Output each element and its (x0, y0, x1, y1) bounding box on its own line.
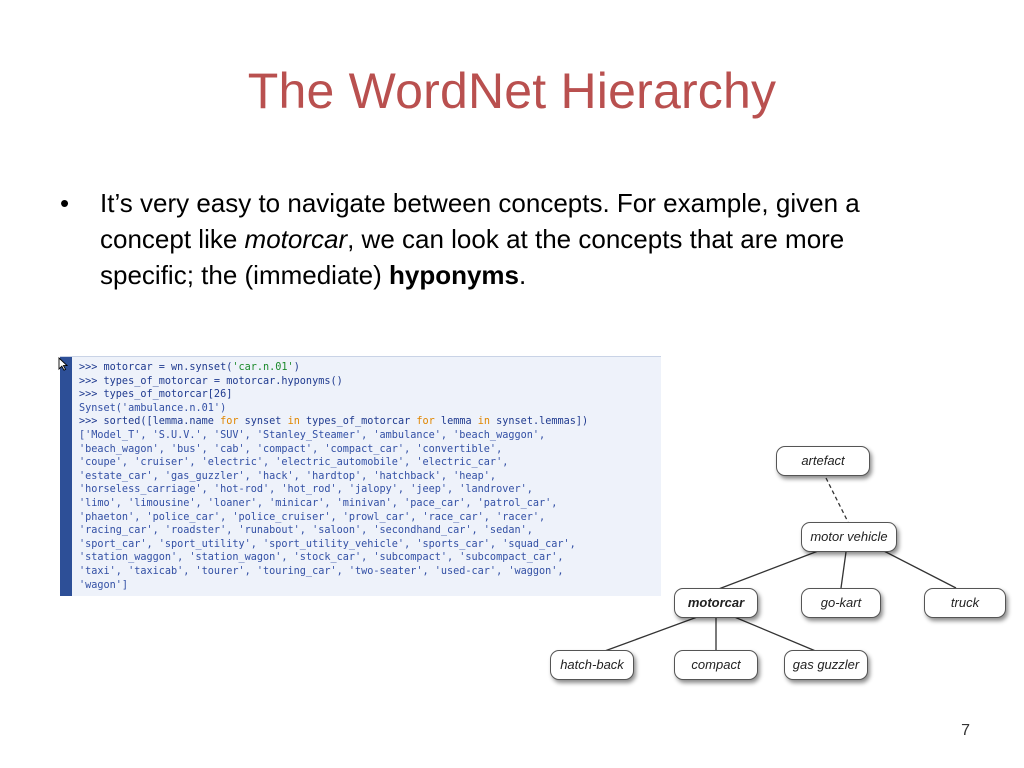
node-artefact: artefact (776, 446, 870, 476)
code-token: 'phaeton', 'police_car', 'police_cruiser', 'prowl_car', 'race_car', 'racer', (79, 511, 546, 523)
edge-motorcar-gas-guzzler (732, 616, 818, 652)
code-token: lemma (434, 416, 478, 428)
console-line (79, 402, 659, 416)
code-token: for (220, 416, 239, 428)
code-token: ['Model_T', 'S.U.V.', 'SUV', 'Stanley_Steamer', 'ambulance', 'beach_waggon', (79, 429, 546, 441)
edge-motor-vehicle-go-kart (841, 552, 846, 588)
node-gas-guzzler: gas guzzler (784, 650, 868, 680)
code-token: types_of_motorcar (299, 416, 417, 428)
code-token: 'beach_wagon', 'bus', 'cab', 'compact', 'compact_car', 'convertible', (79, 443, 503, 455)
bullet-text-part: . (519, 260, 527, 290)
code-token: 'estate_car', 'gas_guzzler', 'hack', 'hardtop', 'hatchback', 'heap', (79, 470, 497, 482)
bullet-marker: • (60, 188, 70, 218)
console-line (79, 415, 659, 429)
code-token: >>> motorcar = wn.synset( (79, 362, 233, 373)
code-token: >>> sorted([lemma.name (79, 416, 221, 428)
code-token: >>> types_of_motorcar[26] (79, 389, 233, 401)
code-token: in (287, 416, 300, 428)
wordnet-hierarchy-diagram (540, 430, 1020, 700)
code-token: 'station_waggon', 'station_wagon', 'stock_car', 'subcompact', 'subcompact_car', (79, 552, 564, 564)
node-hatch-back: hatch-back (550, 650, 634, 680)
code-token: ) (293, 362, 300, 373)
console-gutter (60, 357, 72, 596)
code-token: 'coupe', 'cruiser', 'electric', 'electric_automobile', 'electric_car', (79, 457, 509, 469)
bullet-text (100, 185, 940, 293)
code-token: in (477, 416, 491, 428)
code-token: 'taxi', 'taxicab', 'tourer', 'touring_car', 'two-seater', 'used-car', 'waggon', (79, 565, 564, 577)
code-token: 'sport_car', 'sport_utility', 'sport_utility_vehicle', 'sports_car', 'squad_car', (79, 538, 576, 550)
node-truck: truck (924, 588, 1006, 618)
code-token: 'limo', 'limousine', 'loaner', 'minicar', 'minivan', 'pace_car', 'patrol_car', (79, 497, 558, 509)
term-motorcar: motorcar (244, 224, 348, 254)
node-motor-vehicle: motor vehicle (801, 522, 897, 552)
node-compact: compact (674, 650, 758, 680)
edge-motor-vehicle-motorcar (716, 548, 826, 590)
code-token: 'horseless_carriage', 'hot-rod', 'hot_rod', 'jalopy', 'jeep', 'landrover', (79, 484, 533, 496)
code-token: Synset('ambulance.n.01') (79, 402, 227, 414)
page-number: 7 (961, 722, 970, 739)
console-line (79, 361, 659, 375)
edge-motor-vehicle-truck (878, 548, 956, 588)
mouse-cursor-icon (58, 357, 68, 371)
code-token: synset (238, 416, 288, 428)
console-line (79, 388, 659, 402)
code-token: 'wagon'] (79, 579, 129, 591)
bullet-text-part: , we can look at the concepts that are more specific; the (immediate) (100, 224, 845, 290)
edge-artefact-motor-vehicle (826, 478, 848, 522)
term-hyponyms: hyponyms (388, 260, 520, 290)
code-token: 'car.n.01' (232, 362, 294, 373)
bullet-text-part: It’s very easy to navigate between concepts. For example, given a concept like (100, 188, 860, 254)
node-go-kart: go-kart (801, 588, 881, 618)
node-motorcar: motorcar (674, 588, 758, 618)
code-token: 'racing_car', 'roadster', 'runabout', 'saloon', 'secondhand_car', 'sedan', (79, 525, 533, 537)
code-token: synset.lemmas]) (490, 416, 589, 428)
code-token: >>> types_of_motorcar = motorcar.hyponyms() (79, 375, 343, 387)
slide-title: The WordNet Hierarchy (247, 63, 777, 119)
code-token: for (416, 416, 435, 428)
edge-motorcar-hatch-back (602, 616, 700, 652)
console-line (79, 375, 659, 389)
